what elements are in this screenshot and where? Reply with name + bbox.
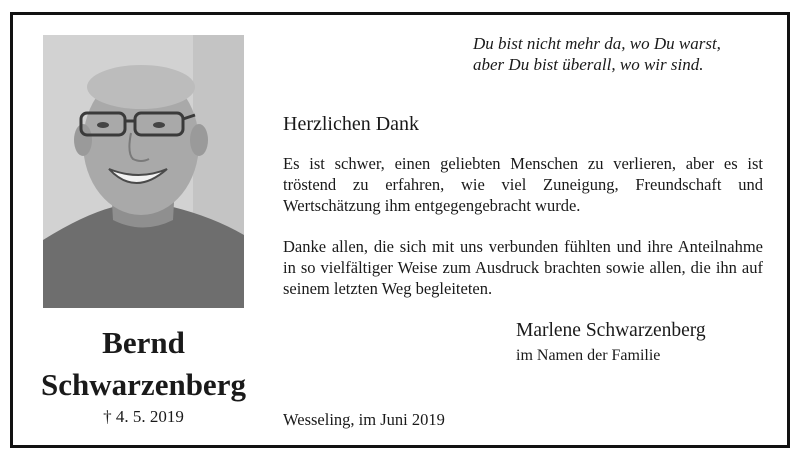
quote-line-1: Du bist nicht mehr da, wo Du warst, bbox=[473, 34, 721, 53]
thanks-paragraph-1: Es ist schwer, einen geliebten Menschen zu verlieren, aber es ist tröstend zu erfahren, wie viel Zuneigung, Freundschaft und Wertschätzung ihm entgegengebracht wurde. bbox=[283, 154, 763, 215]
thanks-paragraph-2: Danke allen, die sich mit uns verbunden fühlten und ihre Anteilnahme in so vielfältiger Weise zum Ausdruck brachten sowie allen, die ihn auf seinem letzten Weg begleiteten. bbox=[283, 237, 763, 298]
portrait-photo bbox=[43, 35, 244, 308]
memorial-quote bbox=[473, 33, 773, 75]
place-and-date: Wesseling, im Juni 2019 bbox=[283, 410, 445, 429]
thanks-heading: Herzlichen Dank bbox=[283, 113, 420, 135]
death-date: † 4. 5. 2019 bbox=[103, 407, 184, 426]
deceased-last-name: Schwarzenberg bbox=[41, 367, 246, 402]
deceased-first-name: Bernd bbox=[102, 325, 185, 360]
signature-subtitle: im Namen der Familie bbox=[516, 347, 661, 364]
signature-name: Marlene Schwarzenberg bbox=[516, 320, 706, 341]
quote-line-2: aber Du bist überall, wo wir sind. bbox=[473, 55, 704, 74]
